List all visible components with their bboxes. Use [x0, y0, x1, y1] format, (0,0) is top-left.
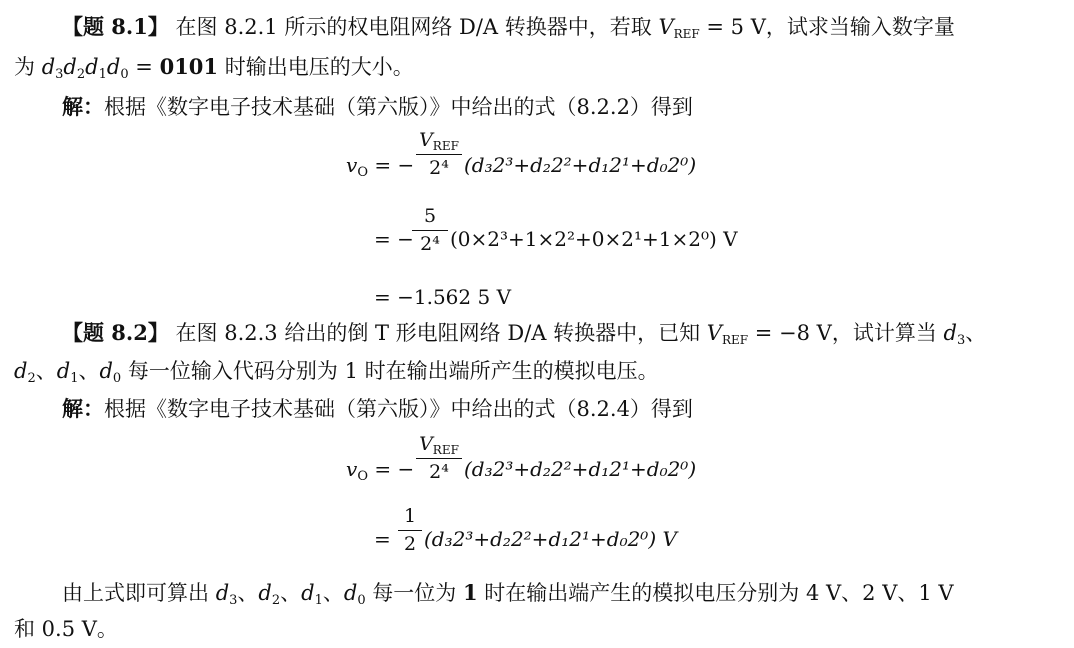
problem-8-1-line-2: 为 $d_3d_2d_1d_0 = 0101$ 时输出电压的大小。	[14, 54, 414, 82]
solution-8-1-eq1-fraction: $V_{REF}$ 2⁴	[416, 128, 462, 180]
solution-8-2-eq1-fraction: $V_{REF}$ 2⁴	[416, 432, 462, 484]
solution-8-2-eq2-rhs: (d₃2³+d₂2²+d₁2¹+d₀2⁰) V	[424, 527, 677, 551]
solution-8-1-intro: 解：根据《数字电子技术基础（第六版）》中给出的式（8.2.2）得到	[62, 94, 693, 119]
problem-8-2-tag: 【题 8.2】	[62, 320, 169, 345]
solution-8-2-eq1-rhs: (d₃2³+d₂2²+d₁2¹+d₀2⁰)	[464, 457, 697, 481]
solution-8-1-eq1-lhs: $v_O$ = −	[346, 153, 415, 180]
conclusion-line-1: 由上式即可算出 $d_3$、$d_2$、$d_1$、$d_0$ 每一位为 1 时在输出端产生的模拟电压分别为 4 V、2 V、1 V	[62, 580, 954, 608]
input-code: 0101	[159, 54, 219, 79]
problem-8-2-line-1: 【题 8.2】 在图 8.2.3 给出的倒 T 形电阻网络 D/A 转换器中，已知 $V_{REF} = -8$ V，试计算当 $d_3$、	[62, 320, 987, 348]
solution-8-1-eq2-rhs: (0×2³+1×2²+0×2¹+1×2⁰) V	[450, 227, 738, 251]
solution-8-2-eq1-lhs: $v_O$ = −	[346, 457, 415, 484]
problem-8-1-line-1: 【题 8.1】 在图 8.2.1 所示的权电阻网络 D/A 转换器中，若取 $V_{REF} = 5$ V，试求当输入数字量	[62, 14, 955, 41]
conclusion-line-2: 和 0.5 V。	[14, 617, 118, 641]
problem-8-1-tag: 【题 8.1】	[62, 14, 169, 39]
solution-8-1-eq1-rhs: (d₃2³+d₂2²+d₁2¹+d₀2⁰)	[464, 153, 697, 177]
solution-8-2-eq2-lhs: =	[374, 527, 391, 551]
solution-8-2-eq2-fraction: $\frac{1}{2}$	[398, 504, 422, 556]
solution-8-1-result: = −1.562 5 V	[374, 285, 512, 309]
solution-8-2-intro: 解：根据《数字电子技术基础（第六版）》中给出的式（8.2.4）得到	[62, 396, 693, 421]
solution-8-1-eq2-lhs: = −	[374, 227, 414, 251]
solution-8-1-eq2-fraction: $\frac{5}{\text{2⁴}}$	[412, 204, 448, 256]
problem-8-2-line-2: $d_2$、$d_1$、$d_0$ 每一位输入代码分别为 1 时在输出端所产生的模拟电压。	[14, 359, 659, 386]
